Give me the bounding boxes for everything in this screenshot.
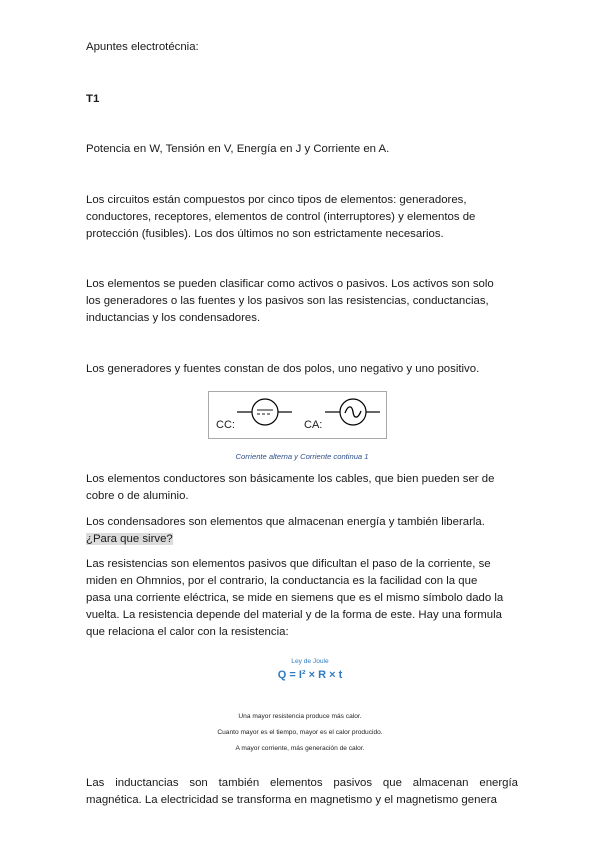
text-line: los generadores o las fuentes y los pasivos son las resistencias, conductancias, bbox=[86, 295, 489, 307]
text-line: Los circuitos están compuestos por cinco tipos de elementos: generadores, bbox=[86, 194, 467, 206]
text-line: vuelta. La resistencia depende del material y de la forma de este. Hay una formula bbox=[86, 609, 502, 621]
source-symbols-figure bbox=[208, 391, 387, 439]
text-line: Los condensadores son elementos que almacenan energía y también liberarla. bbox=[86, 516, 485, 528]
text-line: pasa una corriente eléctrica, se mide en siemens que es el mismo símbolo dado la bbox=[86, 592, 504, 604]
text-line: conductores, receptores, elementos de control (interruptores) y elementos de bbox=[86, 211, 476, 223]
text-line: Los elementos se pueden clasificar como activos o pasivos. Los activos son solo bbox=[86, 278, 494, 290]
joule-note: Una mayor resistencia produce más calor. bbox=[238, 713, 362, 720]
paragraph-units: Potencia en W, Tensión en V, Energía en J y Corriente en A. bbox=[86, 143, 390, 155]
document-heading: Apuntes electrotécnia: bbox=[86, 41, 199, 53]
joule-formula: Q = I² × R × t bbox=[277, 669, 343, 681]
paragraph-active-passive bbox=[86, 276, 518, 327]
text-line: cobre o de aluminio. bbox=[86, 490, 189, 502]
paragraph-resistors bbox=[86, 556, 518, 641]
joule-note: Cuanto mayor es el tiempo, mayor es el calor producido. bbox=[217, 729, 383, 736]
paragraph-capacitors bbox=[86, 514, 518, 548]
dc-label: CC: bbox=[216, 419, 235, 431]
text-line: Las resistencias son elementos pasivos que dificultan el paso de la corriente, se bbox=[86, 558, 491, 570]
text-line: protección (fusibles). Los dos últimos no son estrictamente necesarios. bbox=[86, 228, 444, 240]
joule-law-title: Ley de Joule bbox=[291, 658, 329, 665]
text-line: magnética. La electricidad se transforma en magnetismo y el magnetismo genera bbox=[86, 794, 497, 806]
ac-label: CA: bbox=[304, 419, 323, 431]
paragraph-circuit-elements bbox=[86, 192, 518, 243]
highlighted-question: ¿Para que sirve? bbox=[86, 533, 173, 545]
paragraph-conductors bbox=[86, 471, 518, 505]
section-title: T1 bbox=[86, 93, 100, 105]
text-line: miden en Ohmnios, por el contrario, la conductancia es la facilidad con la que bbox=[86, 575, 478, 587]
paragraph-inductors bbox=[86, 775, 518, 809]
text-line: Los elementos conductores son básicamente los cables, que bien pueden ser de bbox=[86, 473, 495, 485]
figure-caption: Corriente alterna y Corriente continua 1 bbox=[235, 452, 369, 461]
text-line: Las inductancias son también elementos pasivos que almacenan energía bbox=[86, 777, 518, 789]
paragraph-generators: Los generadores y fuentes constan de dos polos, uno negativo y uno positivo. bbox=[86, 363, 480, 375]
dc-ac-symbols-icon bbox=[209, 392, 386, 438]
text-line: que relaciona el calor con la resistencia: bbox=[86, 626, 289, 638]
joule-note: A mayor corriente, más generación de calor. bbox=[235, 745, 365, 752]
text-line: inductancias y los condensadores. bbox=[86, 312, 261, 324]
